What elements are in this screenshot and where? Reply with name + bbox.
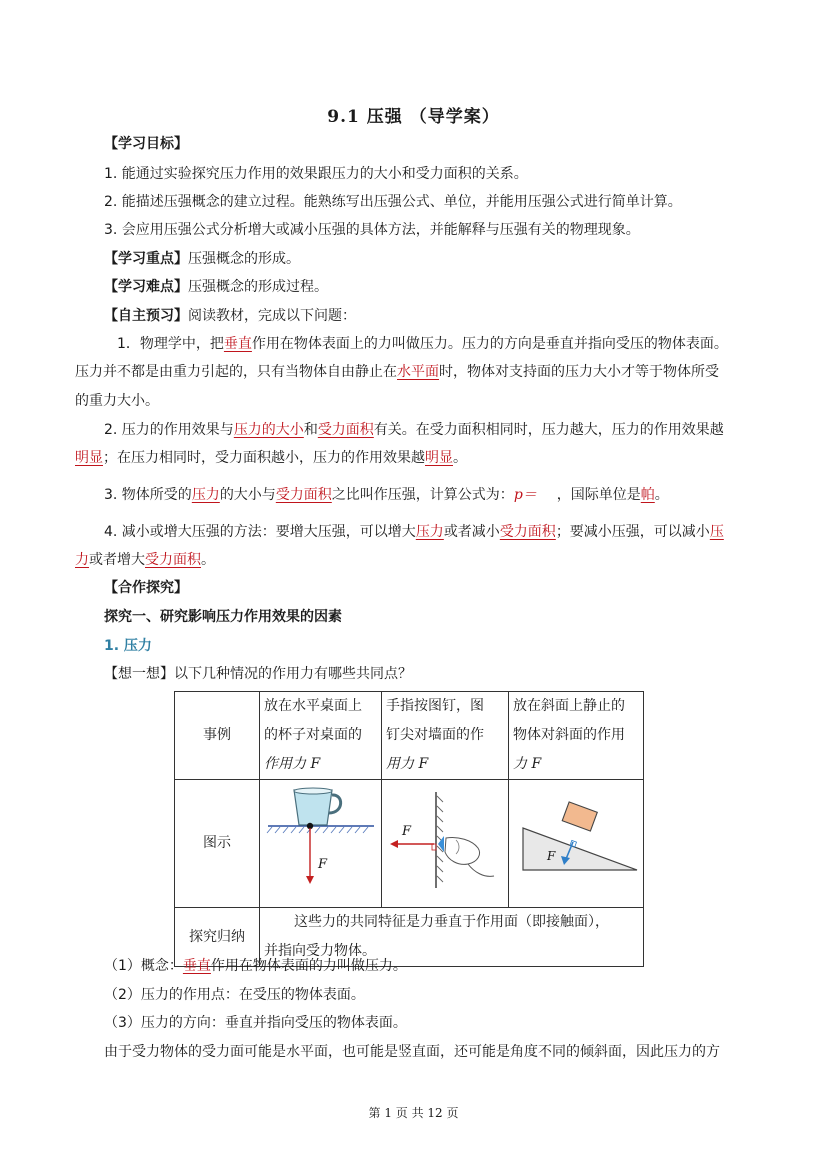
q2-text-c: 和 [303,422,318,438]
think-prompt: 【想一想】以下几种情况的作用力有哪些共同点？ [104,666,412,682]
q4-answer-area-2: 受力面积 [145,552,201,568]
q4-text-j: 。 [201,552,215,568]
q3-formula: p＝ [513,487,537,503]
pin-force-label: F [402,824,412,839]
q2-answer-force: 压力的大小 [233,422,304,438]
table-row [175,692,644,780]
preview-label: 【自主预习】 [104,308,188,324]
block-on-incline-diagram [509,780,643,896]
table-label-diagram: 图示 [175,780,260,908]
cup-force-label: F [318,857,328,872]
preview-q1-line3: 的重力大小。 [75,393,159,409]
table-case-slope: 放在斜面上静止的 物体对斜面的作用 力 F [509,692,644,780]
slope-diagram-cell [509,780,644,908]
q4-answer-area-1: 受力面积 [499,524,556,540]
difficulty [104,277,328,297]
q3-answer-area: 受力面积 [275,487,332,503]
q2-answer-area: 受力面积 [317,422,374,438]
cup-on-table-diagram [260,780,381,896]
q3-text-c: 的大小与 [219,487,276,503]
preview-q2-line2 [75,448,467,468]
page-footer: 第 1 页 共 12 页 [368,1106,459,1120]
page-title: 9.1 压强 （导学案） [327,107,500,127]
explanation-line: 由于受力物体的受力面可能是水平面，也可能是竖直面，还可能是角度不同的倾斜面，因此压力的方 [104,1044,720,1060]
q2-text-i: 。 [453,450,467,466]
difficulty-label: 【学习难点】 [104,279,188,295]
table-case-cup: 放在水平桌面上 的杯子对桌面的 作用力 F [260,692,382,780]
q1-text-d: 压力并不都是由重力引起的，只有当物体自由静止在 [75,364,397,380]
q1-text-c: 作用在物体表面上的力叫做压力。压力的方向是垂直并指向受压的物体表面。 [251,336,728,352]
q4-text-h: 或者增大 [89,552,145,568]
table-label-summary: 探究归纳 [175,908,260,967]
q1-answer-vertical: 垂直 [223,336,252,352]
preview-q4-line2 [75,550,215,570]
concept-line: （1）概念：垂直作用在物体表面的力叫做压力。 [104,958,407,974]
table-case-pin: 手指按图钉，图 钉尖对墙面的作 用力 F [382,692,509,780]
q3-text-a: 3. 物体所受的 [104,487,192,503]
q1-text-a: 1．物理学中，把 [117,336,224,352]
direction-line: （3）压力的方向：垂直并指向受压的物体表面。 [104,1015,407,1031]
goals-heading: 【学习目标】 [104,136,188,152]
coop-heading: 【合作探究】 [104,580,188,596]
q2-text-e: 有关。在受力面积相同时，压力越大，压力的作用效果越 [373,422,724,438]
q3-text-g: ，国际单位是 [556,487,641,503]
application-point-line: （2）压力的作用点：在受压的物体表面。 [104,987,365,1003]
coop-subheading: 1. 压力 [104,638,152,654]
q2-text-a: 2. 压力的作用效果与 [104,422,234,438]
goal-item-2: 2. 能描述压强概念的建立过程。能熟练写出压强公式、单位，并能用压强公式进行简单计算。 [104,194,682,210]
cup-diagram-cell [260,780,382,908]
slope-force-label: F [547,849,556,863]
q2-answer-obvious-2: 明显 [425,450,453,466]
preview-q4-line1 [104,522,724,542]
goal-item-1: 1. 能通过实验探究压力作用的效果跟压力的大小和受力面积的关系。 [104,166,528,182]
q4-text-c: 或者减小 [443,524,500,540]
difficulty-text: 压强概念的形成过程。 [188,279,328,295]
preview-q2-line1 [104,420,724,440]
q4-answer-force-1: 压力 [415,524,444,540]
preview-intro: 阅读教材，完成以下问题： [188,308,356,324]
table-row [175,780,644,908]
preview-q3 [104,485,669,505]
preview-q1-line2 [75,362,719,382]
key-point [104,249,300,269]
q3-answer-force: 压力 [191,487,220,503]
q3-text-e: 之比叫作压强，计算公式为： [331,487,514,503]
thumbtack-wall-diagram [382,780,508,896]
q2-text-g: ；在压力相同时，受力面积越小，压力的作用效果越 [103,450,425,466]
q4-answer-force-2a: 压 [709,524,724,540]
q1-answer-horizontal: 水平面 [397,364,439,380]
q4-text-a: 4. 减小或增大压强的方法：要增大压强，可以增大 [104,524,416,540]
q4-text-e: ；要减小压强，可以减小 [555,524,710,540]
key-point-label: 【学习重点】 [104,251,188,267]
table-summary: 这些力的共同特征是力垂直于作用面（即接触面）， 并指向受力物体。 [260,908,644,967]
table-label-cases: 事例 [175,692,260,780]
key-point-text: 压强概念的形成。 [188,251,300,267]
q4-answer-force-2b: 力 [75,552,89,568]
q3-text-i: 。 [654,487,669,503]
goal-item-3: 3. 会应用压强公式分析增大或减小压强的具体方法，并能解释与压强有关的物理现象。 [104,222,640,238]
examples-table [174,691,644,967]
q2-answer-obvious-1: 明显 [75,450,103,466]
preview-heading [104,306,356,326]
preview-q1-line1 [117,334,728,354]
pin-diagram-cell [382,780,509,908]
concept-answer-vertical: 垂直 [182,958,211,974]
coop-section-title: 探究一、研究影响压力作用效果的因素 [104,609,342,625]
q3-answer-pascal: 帕 [640,487,655,503]
q1-text-f: 时，物体对支持面的压力大小才等于物体所受 [439,364,719,380]
